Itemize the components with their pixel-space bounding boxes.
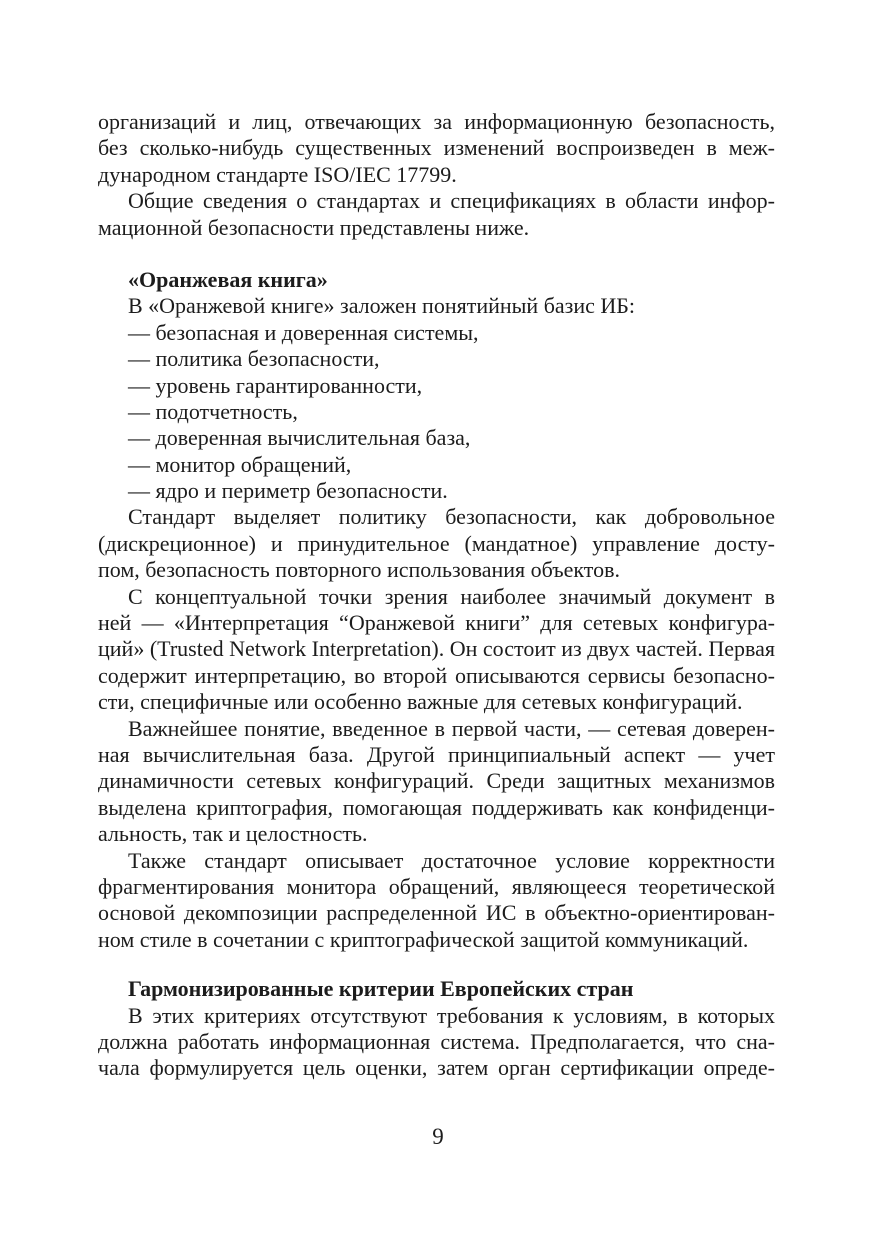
section-lead: В «Оранжевой книге» заложен понятийный базис ИБ: [128,293,636,319]
section-heading: Гармонизированные критерии Европейских стран [128,976,634,1002]
paragraph-line: сти, специфичные или особенно важные для сетевых конфигураций. [98,689,743,715]
paragraph-line: динамичности сетевых конфигураций. Среди защитных механизмов [98,768,775,794]
overview-paragraph [98,188,775,241]
paragraph-line: (дискреционное) и принудительное (мандатное) управление досту- [98,530,775,556]
page-number: 9 [432,1124,444,1149]
fragmentation-paragraph [98,848,775,954]
paragraph-line: организаций и лиц, отвечающих за информационную безопасность, [98,109,775,134]
list-item: — монитор обращений, [128,451,352,477]
paragraph-line: дународном стандарте ISO/IEC 17799. [98,161,457,187]
list-item: — доверенная вычислительная база, [128,425,471,451]
intro-paragraph [98,109,775,188]
list-item: — ядро и периметр безопасности. [128,478,448,504]
paragraph-line: пом, безопасность повторного использования объектов. [98,557,621,583]
paragraph-line: В этих критериях отсутствуют требования к условиям, в которых [128,1002,775,1028]
section-spacer [98,241,775,267]
paragraph-line: чала формулируется цель оценки, затем орган сертификации опреде- [98,1055,775,1081]
paragraph-line: ная вычислительная база. Другой принципиальный аспект — учет [98,741,775,767]
paragraph-line: Стандарт выделяет политику безопасности, как добровольное [128,504,775,530]
list-item: — политика безопасности, [128,346,380,372]
paragraph-line: фрагментирования монитора обращений, являющееся теоретической [98,873,775,899]
section-heading: «Оранжевая книга» [128,266,328,292]
trusted-base-paragraph [98,716,775,848]
section-spacer [98,953,775,976]
list-item: — уровень гарантированности, [128,372,423,398]
european-criteria-section [98,976,775,1082]
paragraph-line: мационной безопасности представлены ниже. [98,214,530,240]
paragraph-line: С концептуальной точки зрения наиболее значимый документ в [128,583,775,609]
paragraph-line: альность, так и целостность. [98,821,368,847]
paragraph-line: должна работать информационная система. Предполагается, что сна- [98,1028,775,1054]
page-body [98,109,775,1082]
paragraph-line: содержит интерпретацию, во второй описываются сервисы безопасно- [98,662,775,688]
paragraph-line: Важнейшее понятие, введенное в первой части, — сетевая доверен- [128,715,775,741]
paragraph-line: ней — «Интерпретация “Оранжевой книги” для сетевых конфигура- [98,610,775,636]
paragraph-line: выделена криптография, помогающая поддерживать как конфиденци- [98,794,775,820]
policy-paragraph [98,504,775,583]
list-item: — безопасная и доверенная системы, [128,319,479,345]
concept-list [98,320,775,505]
list-item: — подотчетность, [128,398,298,424]
paragraph-line: ций» (Trusted Network Interpretation). Он состоит из двух частей. Первая [98,636,775,662]
paragraph-line: основой декомпозиции распределенной ИС в объектно-ориентирован- [98,900,775,926]
paragraph-line: Также стандарт описывает достаточное условие корректности [128,847,775,873]
orange-book-section [98,267,775,953]
paragraph-line: Общие сведения о стандартах и спецификациях в области инфор- [128,188,775,214]
paragraph-line: ном стиле в сочетании с криптографической защитой коммуникаций. [98,926,749,952]
network-interpretation-paragraph [98,584,775,716]
paragraph-line: без сколько-нибудь существенных изменений воспроизведен в меж- [98,135,775,161]
